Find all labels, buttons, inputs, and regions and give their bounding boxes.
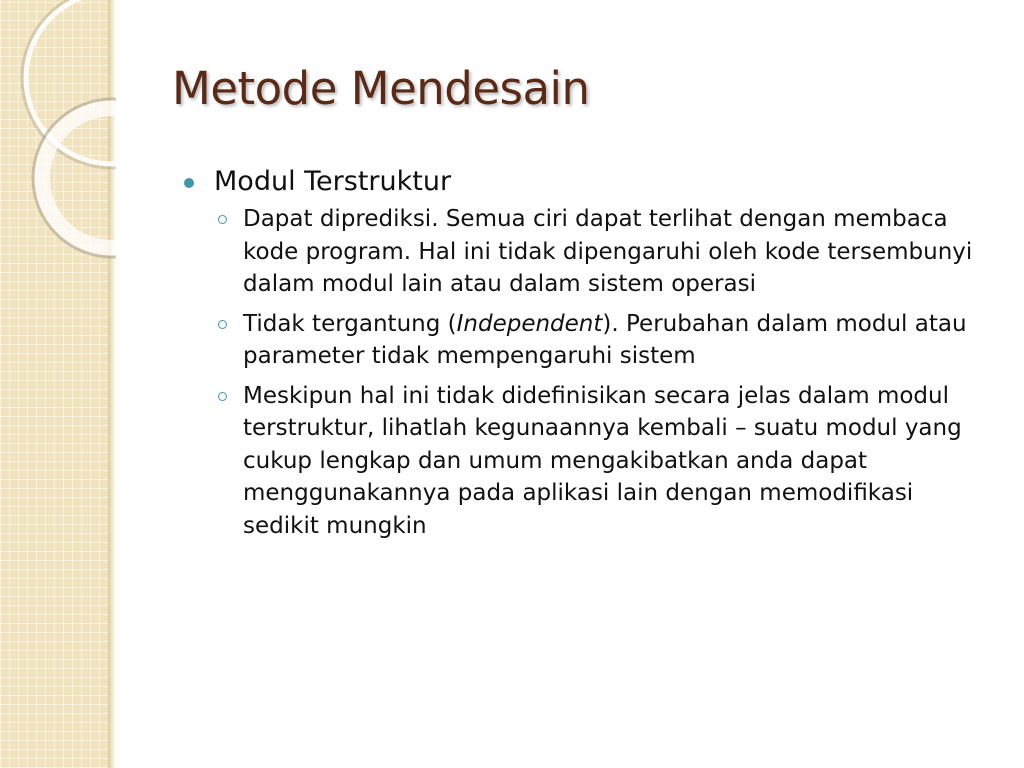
- sub-bullet-item: [243, 203, 990, 301]
- bullet-dot-icon: [184, 178, 194, 188]
- sub-bullet-text-after: ). Perubahan dalam modul atau parameter tidak mempengaruhi sistem: [243, 310, 967, 369]
- hollow-bullet-icon: [218, 320, 227, 329]
- slide-title: Metode Mendesain: [172, 62, 590, 115]
- hollow-bullet-icon: [218, 215, 227, 224]
- bullet-main: [180, 165, 990, 199]
- bullet-main-text: Modul Terstruktur: [214, 166, 452, 197]
- sub-bullet-item: [243, 308, 990, 373]
- sub-bullet-italic-term: Independent: [456, 310, 603, 337]
- decorative-rings-icon: [0, 0, 116, 260]
- sub-bullet-text: Dapat diprediksi. Semua ciri dapat terlihat dengan membaca kode program. Hal ini tidak dipengaruhi oleh kode tersembunyi dalam modul lain atau dalam sistem operasi: [243, 206, 973, 297]
- ring-small: [42, 108, 116, 248]
- slide-content: [180, 165, 990, 549]
- sub-bullet-list: [180, 203, 990, 542]
- hollow-bullet-icon: [218, 392, 227, 401]
- sub-bullet-item: [243, 380, 990, 543]
- sub-bullet-text-before: Tidak tergantung (: [243, 310, 457, 337]
- sub-bullet-text: Meskipun hal ini tidak didefinisikan secara jelas dalam modul terstruktur, lihatlah kegunaannya kembali – suatu modul yang cukup lengkap dan umum mengakibatkan anda dapat menggunakannya pada aplikasi lain dengan memodifikasi sedikit mungkin: [243, 382, 962, 539]
- ring-large-shadow: [22, 0, 116, 168]
